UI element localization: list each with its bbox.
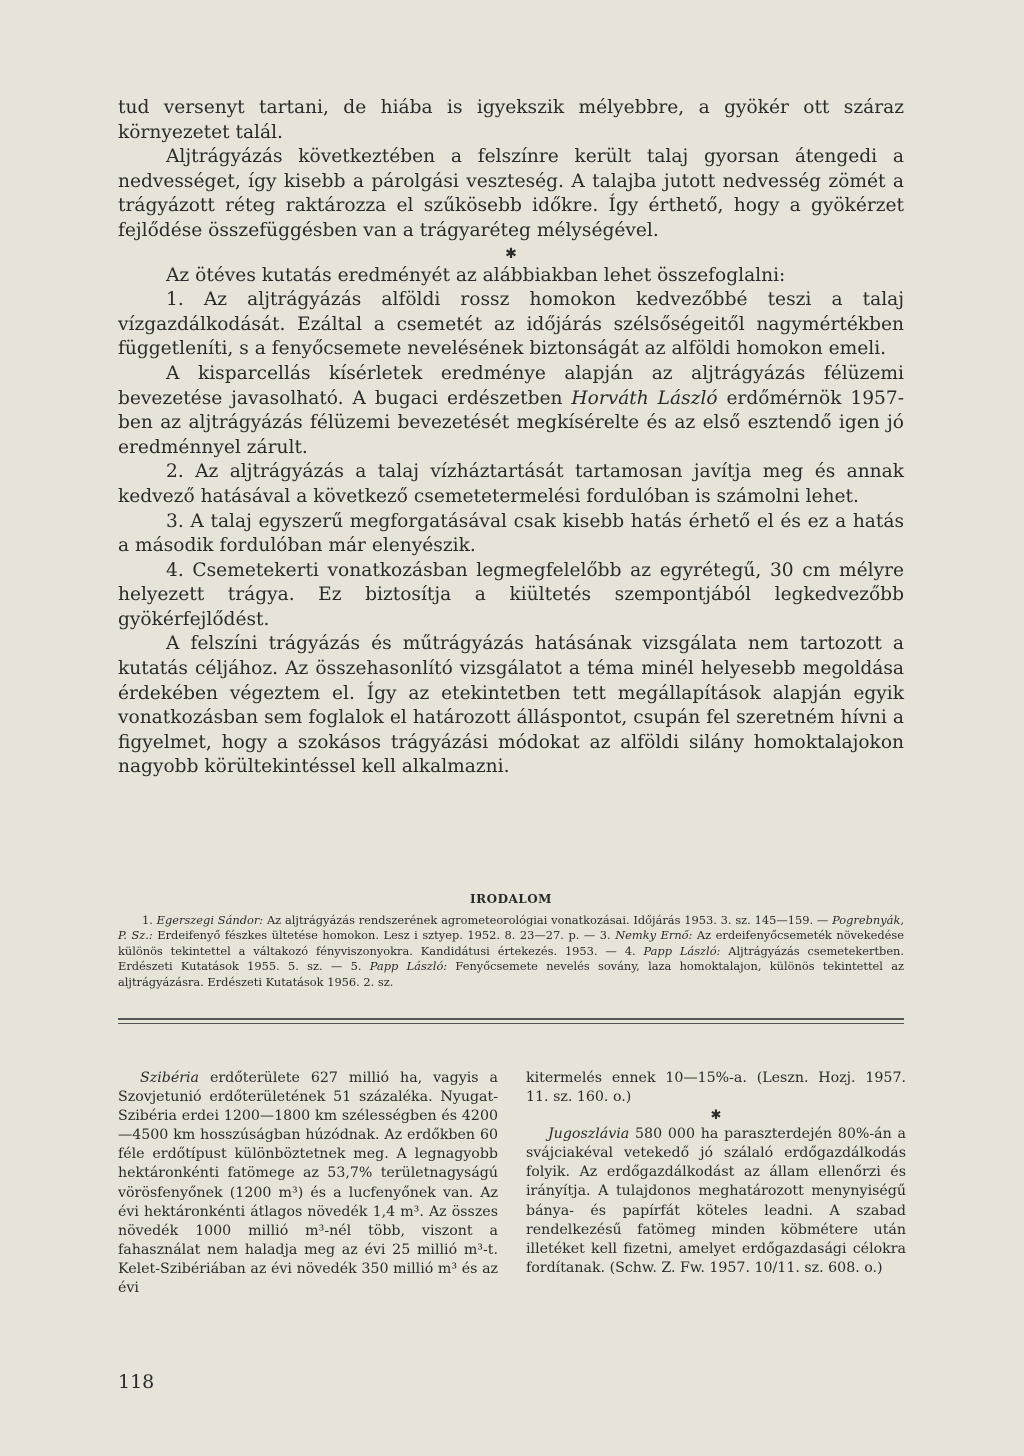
paragraph [118, 362, 904, 460]
references-heading: IRODALOM [470, 892, 552, 906]
references-paragraph [118, 913, 904, 990]
ref-number: 1. [142, 913, 157, 927]
news-column-left [118, 1069, 498, 1298]
ref-author: Nemky Ernő: [615, 928, 693, 943]
ref-text: Az erdeifenyőcsemeték növekedése különös tekintettel a váltakozó fényviszonyokra. Kandidátusi értekezés. 1953. — 4. [118, 928, 904, 958]
page-number: 118 [118, 1371, 155, 1393]
ref-author: Papp László: [643, 943, 721, 958]
divider-rule [118, 1023, 904, 1024]
paragraph: Az ötéves kutatás eredményét az alábbiakban lehet összefoglalni: [166, 264, 786, 286]
paragraph: Aljtrágyázás következtében a felszínre került talaj gyorsan átengedi a nedvességet, így kisebb a párolgási veszteség. A talajba jutott nedvesség zömét a trágyázott réteg raktározza el szűkösebb időkre. Így érthető, hogy a gyökérzet fejlődése összefüggésben van a trágyaréteg mélységével. [118, 146, 904, 241]
paragraph: 2. Az aljtrágyázás a talaj vízháztartását tartamosan javítja meg és annak kedvező hatásával a következő csemetetermelési fordulóban is számolni lehet. [118, 461, 904, 507]
article-body [118, 96, 904, 780]
section-separator-star: ✱ [505, 245, 517, 262]
news-item [118, 1069, 498, 1298]
text-run: erdőmérnök 1957-ben az aljtrágyázás félüzemi bevezetését megkísérelte és az első esztendő igen jó eredménnyel zárult. [118, 387, 904, 458]
news-text: erdőterülete 627 millió ha, vagyis a Szovjetunió erdőterületének 51 százaléka. Nyugat-Szibéria erdei 1200—1800 km szélességben és 4200—4500 km hosszúságban húzódnak. Az erdőkben 60 féle erdőtípust különböztetnek meg. A legnagyobb hektáronkénti fatömege az 53,7% területnagyságú vörösfenyőnek (1200 m³) és a lucfenyőnek van. Az évi hektáronkénti átlagos növedék 1,4 m³. Az összes növedék 1000 millió m³-nél több, viszont a fahasználat nem haladja meg az évi 25 millió m³-t. Kelet-Szibériában az évi növedék 350 millió m³ és az évi [118, 1070, 498, 1297]
ref-text: Aljtrágyázás csemetekertben. Erdészeti Kutatások 1955. 5. sz. — 5. [118, 943, 905, 974]
ref-author: Papp László: [369, 959, 448, 974]
paragraph: 3. A talaj egyszerű megforgatásával csak kisebb hatás érhető el és ez a hatás a második fordulóban már elenyészik. [118, 510, 904, 557]
person-name: Horváth László [571, 387, 718, 409]
news-continuation: kitermelés ennek 10—15%-a. (Leszn. Hozj. 1957. 11. sz. 160. o.) [526, 1070, 906, 1106]
news-lead: Jugoszlávia [548, 1126, 630, 1143]
ref-author: Pogrebnyák, P. Sz.: [118, 913, 904, 943]
paragraph: A felszíni trágyázás és műtrágyázás hatásának vizsgálata nem tartozott a kutatás céljához. Az összehasonlító vizsgálatot a téma minél helyesebb megoldása érdekében végeztem el. Így az etekintetben tett megállapítások alapján egyik vonatkozásban sem foglalok el határozott álláspontot, csupán fel szeretném hívni a figyelmet, hogy a szokásos trágyázási módokat az alföldi silány homoktalajokon nagyobb körültekintéssel kell alkalmazni. [118, 633, 904, 778]
ref-text: Az aljtrágyázás rendszerének agrometeorológiai vonatkozásai. Időjárás 1953. 3. sz. 145—159. — [263, 913, 833, 927]
news-item [526, 1125, 906, 1278]
paragraph: 1. Az aljtrágyázás alföldi rossz homokon kedvezőbbé teszi a talaj vízgazdálkodását. Ezáltal a csemetét az időjárás szélsőségeitől nagymértékben függetleníti, s a fenyőcsemete nevelésének biztonságát az alföldi homokon emeli. [118, 289, 904, 360]
ref-text: Erdeifenyő fészkes ültetése homokon. Lesz i sztyep. 1952. 8. 23—27. p. — 3. [152, 928, 616, 943]
divider-rule [118, 1018, 904, 1020]
news-column-right [526, 1069, 906, 1278]
news-lead: Szibéria [140, 1070, 199, 1086]
news-text: 580 000 ha paraszterdején 80%-án a svájciakéval vetekedő jó szálaló erdőgazdálkodás folyik. Az erdőgazdálkodást az állam ellenőrzi és irányítja. A tulajdonos meghatározott menynyiségű bánya- és papírfát köteles leadni. A szabad rendelkezésű fatömeg minden köbmétere után illetéket kell fizetni, amelyet erdőgazdasági célokra fordítanak. (Schw. Z. Fw. 1957. 10/11. sz. 608. o.) [526, 1126, 906, 1276]
section-separator-star: ✱ [710, 1108, 722, 1124]
paragraph: 4. Csemetekerti vonatkozásban legmegfelelőbb az egyrétegű, 30 cm mélyre helyezett trágya. Ez biztosítja a kiültetés szempontjából legkedvezőbb gyökérfejlődést. [118, 559, 904, 630]
references-list [118, 913, 904, 990]
ref-text: Fenyőcsemete nevelés sovány, laza homoktalajon, különös tekintettel az aljtrágyázásra. Erdészeti Kutatások 1956. 2. sz. [118, 959, 904, 989]
ref-author: Egerszegi Sándor: [156, 913, 264, 927]
text-run: A kisparcellás kísérletek eredménye alapján az aljtrágyázás félüzemi bevezetése javasolható. A bugaci erdészetben [118, 362, 904, 409]
paragraph: tud versenyt tartani, de hiába is igyekszik mélyebbre, a gyökér ott száraz környezetet talál. [118, 97, 904, 143]
